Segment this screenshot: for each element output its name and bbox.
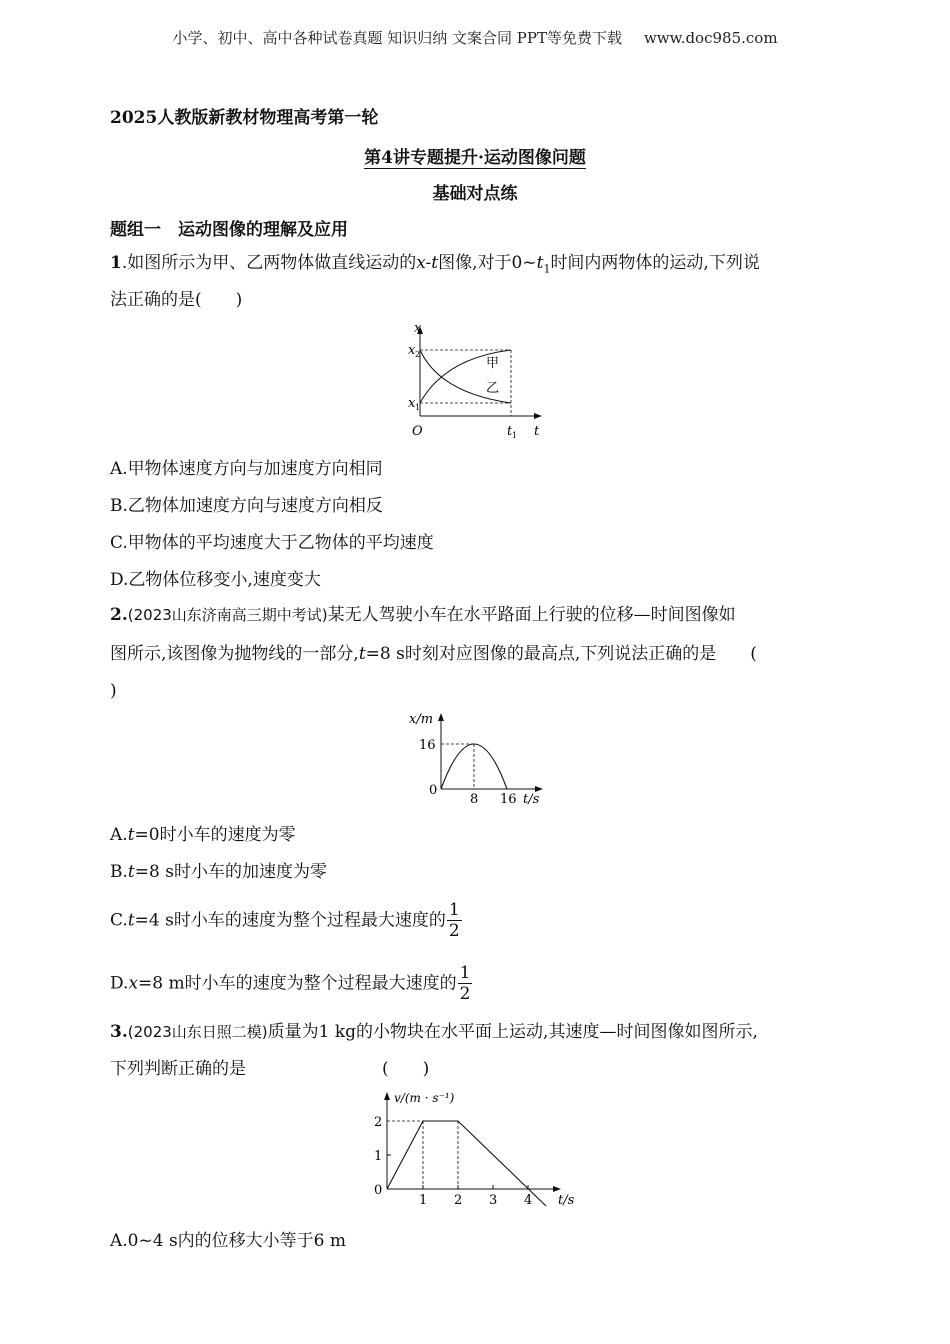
lecture-title-text: 第4讲专题提升·运动图像问题 <box>364 148 586 168</box>
q3-stem-line2: 下列判断正确的是 <box>110 1059 246 1079</box>
q3-t-arrow <box>553 1186 561 1192</box>
q1-stem-a: .如图所示为甲、乙两物体做直线运动的 <box>121 253 417 273</box>
header-site[interactable]: www.doc985.com <box>643 29 778 47</box>
q1-option-d: D.乙物体位移变小,速度变大 <box>110 570 321 590</box>
q1-number: 1 <box>110 253 122 273</box>
q2-opt-a-text: =0时小车的速度为零 <box>134 825 296 845</box>
q2-tick-8: 8 <box>470 792 479 807</box>
q2-option-d <box>110 965 472 1003</box>
q3-tick-1: 1 <box>374 1149 383 1164</box>
q2-label-y-text: x/m <box>409 712 434 727</box>
q2-stem-a: 某无人驾驶小车在水平路面上行驶的位移—时间图像如 <box>327 605 736 625</box>
q1-sub-t1: 1 <box>512 431 518 440</box>
q1-label-x1: x <box>408 396 416 411</box>
q2-option-b <box>110 857 327 887</box>
q3-option-a: A.0~4 s内的位移大小等于6 m <box>110 1231 347 1251</box>
q2-opt-c-var: t <box>127 910 135 931</box>
q2-opt-d-fraction <box>458 965 473 1003</box>
q2-tick-16y: 16 <box>419 738 436 753</box>
q3-tick-x1: 1 <box>419 1193 428 1208</box>
q1-sub-x1: 1 <box>415 403 421 412</box>
q2-label-x: t/s <box>523 792 540 807</box>
q3-tick-2: 2 <box>374 1115 383 1130</box>
q3-vt-line <box>387 1121 546 1206</box>
lecture-title <box>0 143 950 168</box>
q1-option-b: B.乙物体加速度方向与速度方向相反 <box>110 496 383 516</box>
q2-source: (2023山东济南高三期中考试) <box>127 606 328 624</box>
q1-label-jia: 甲 <box>486 356 500 371</box>
q3-tick-x2: 2 <box>454 1193 463 1208</box>
q1-stem <box>110 248 760 284</box>
q3-tick-x4: 4 <box>524 1193 533 1208</box>
q2-x-arrow <box>438 713 444 721</box>
q2-option-c <box>110 902 462 940</box>
section-title: 基础对点练 <box>432 184 518 204</box>
q2-opt-d-var: x <box>128 973 139 994</box>
q2-stem-c: =8 s时刻对应图像的最高点,下列说法正确的是 ( <box>365 644 757 664</box>
q2-opt-a-var: t <box>127 825 135 845</box>
q1-stem-line2: 法正确的是( ) <box>110 290 243 310</box>
q1-sub-x2: 2 <box>415 350 421 359</box>
q2-opt-a-pre: A. <box>110 825 128 845</box>
q3-label-y: v/(m · s⁻¹) <box>394 1091 455 1105</box>
q1-option-c: C.甲物体的平均速度大于乙物体的平均速度 <box>110 533 434 553</box>
q2-stem-line3: ) <box>110 681 117 701</box>
q2-opt-d-pre: D. <box>110 973 129 994</box>
q2-var-t: t <box>358 644 366 664</box>
page-header <box>0 27 950 48</box>
q2-stem-b: 图所示,该图像为抛物线的一部分, <box>110 644 359 664</box>
q3-figure <box>360 1088 580 1214</box>
q1-stem-c: 时间内两物体的运动,下列说 <box>550 253 760 273</box>
q2-frac-c-den: 2 <box>448 921 460 941</box>
q3-tick-x3: 3 <box>489 1193 498 1208</box>
q2-frac-d-num: 1 <box>459 963 471 983</box>
q2-stem-line2 <box>110 639 757 669</box>
q1-t-arrow <box>534 413 542 419</box>
q2-label-y <box>409 712 433 727</box>
q3-v-arrow <box>384 1092 390 1100</box>
q1-option-a: A.甲物体速度方向与加速度方向相同 <box>110 459 383 479</box>
q3-stem: 3.(2023山东日照二模)质量为1 kg的小物块在水平面上运动,其速度—时间图像如图所示, <box>110 1022 758 1042</box>
q2-frac-c-num: 1 <box>448 900 460 920</box>
q3-source: (2023山东日照二模) <box>127 1023 268 1041</box>
q1-label-yi: 乙 <box>486 381 500 396</box>
q2-option-a <box>110 820 296 850</box>
q3-stem-a: 质量为1 kg的小物块在水平面上运动,其速度—时间图像如图所示, <box>267 1022 758 1042</box>
q1-stem-b: 图像,对于0~ <box>438 253 537 273</box>
q2-tick-16x: 16 <box>500 792 517 807</box>
q1-label-x2: x <box>408 343 416 358</box>
q3-tick-0: 0 <box>374 1183 383 1198</box>
q2-opt-c-pre: C. <box>110 910 128 931</box>
q1-label-origin: O <box>412 424 423 439</box>
q2-figure <box>405 705 555 807</box>
q2-opt-b-pre: B. <box>110 862 128 882</box>
q1-label-x: x <box>414 321 422 336</box>
q3-answer-paren: ( ) <box>382 1059 430 1079</box>
q2-opt-b-var: t <box>127 862 135 882</box>
q1-label-t1: t <box>507 424 513 439</box>
q3-label-x: t/s <box>558 1193 575 1208</box>
q2-frac-d-den: 2 <box>459 984 471 1004</box>
q1-figure <box>400 318 560 446</box>
q2-tick-0: 0 <box>429 783 438 798</box>
q1-var-t1: t <box>536 253 544 273</box>
q1-sub-1: 1 <box>543 262 551 276</box>
q2-opt-d-text: =8 m时小车的速度为整个过程最大速度的 <box>138 973 457 994</box>
q2-opt-c-text: =4 s时小车的速度为整个过程最大速度的 <box>134 910 446 931</box>
q1-label-t: t <box>534 424 540 439</box>
header-text: 小学、初中、高中各种试卷真题 知识归纳 文案合同 PPT等免费下载 <box>172 29 622 47</box>
q2-stem: 2.(2023山东济南高三期中考试)某无人驾驶小车在水平路面上行驶的位移—时间图像如 <box>110 605 736 625</box>
group-title: 题组一 运动图像的理解及应用 <box>110 220 348 240</box>
q2-opt-b-text: =8 s时小车的加速度为零 <box>134 862 327 882</box>
q1-var-xt: x-t <box>416 253 439 273</box>
q3-number: 3 <box>110 1022 122 1042</box>
q2-opt-c-fraction <box>447 902 462 940</box>
q2-number: 2 <box>110 605 122 625</box>
series-title: 2025人教版新教材物理高考第一轮 <box>110 108 379 128</box>
